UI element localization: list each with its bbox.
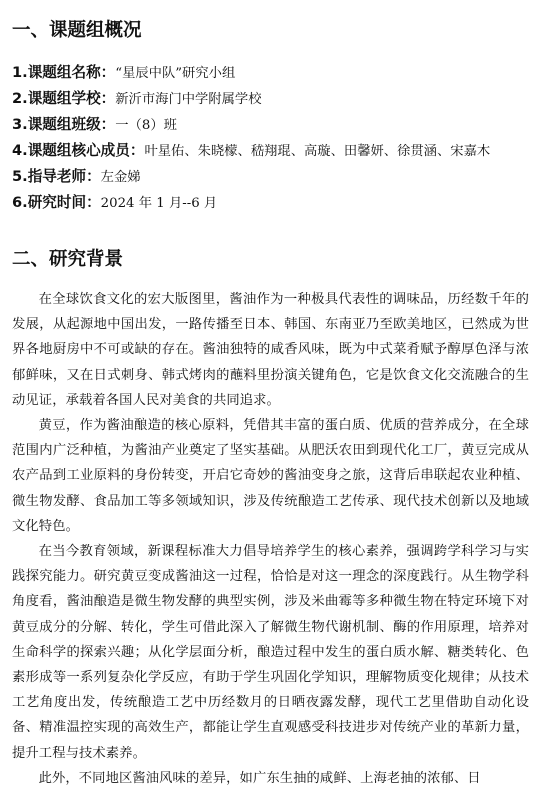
info-item-group-name (12, 60, 529, 86)
paragraph-education-value: 在当今教育领域，新课程标准大力倡导培养学生的核心素养，强调跨学科学习与实践探究能力。研究黄豆变成酱油这一过程，恰恰是对这一理念的深度践行。从生物学科角度看，酱油酿造是微生物发酵的典型实例，涉及米曲霉等多种微生物在特定环境下对黄豆成分的分解、转化，学生可借此深入了解微生物代谢机制、酶的作用原理，培养对生命科学的探索兴趣；从化学层面分析，酿造过程中发生的蛋白质水解、糖类转化、色素形成等一系列复杂化学反应，有助于学生巩固化学知识，理解物质变化规律；从技术工艺角度出发，传统酿造工艺中历经数月的日晒夜露发酵，现代工艺里借助自动化设备、精准温控实现的高效生产，都能让学生直观感受科技进步对传统产业的革新力量，提升工程与技术素养。 (12, 544, 529, 761)
info-item-school (12, 86, 529, 112)
info-item-core-members (12, 138, 529, 164)
overview-info-list (12, 60, 529, 216)
background-body (12, 287, 529, 791)
info-label: 5.指导老师： (12, 168, 101, 185)
info-item-research-time (12, 190, 529, 216)
section-heading-overview: 一、课题组概况 (12, 20, 142, 41)
info-value: 2024 年 1 月--6 月 (100, 196, 218, 211)
info-value: 一（8）班 (115, 118, 177, 133)
info-label: 6.研究时间： (12, 194, 101, 211)
section-heading-background: 二、研究背景 (12, 249, 124, 270)
info-label: 1.课题组名称： (12, 64, 116, 81)
paragraph-soybean-raw-material: 黄豆，作为酱油酿造的核心原料，凭借其丰富的蛋白质、优质的营养成分，在全球范围内广泛种植，为酱油产业奠定了坚实基础。从肥沃农田到现代化工厂，黄豆完成从农产品到工业原料的身份转变，开启它奇妙的酱油变身之旅，这背后串联起农业种植、微生物发酵、食品加工等多领域知识，涉及传统酿造工艺传承、现代技术创新以及地域文化特色。 (12, 418, 529, 534)
paragraph-regional-flavors: 此外，不同地区酱油风味的差异，如广东生抽的咸鲜、上海老抽的浓郁、日 (38, 770, 481, 786)
info-value: “星辰中队”研究小组 (115, 66, 236, 81)
info-value: 左金娣 (100, 170, 141, 185)
info-label: 4.课题组核心成员： (12, 142, 145, 159)
paragraph-soy-sauce-culture: 在全球饮食文化的宏大版图里，酱油作为一种极具代表性的调味品，历经数千年的发展，从起源地中国出发，一路传播至日本、韩国、东南亚乃至欧美地区，已然成为世界各地厨房中不可或缺的存在。酱油独特的咸香风味，既为中式菜肴赋予醇厚色泽与浓郁鲜味，又在日式刺身、韩式烤肉的蘸料里扮演关键角色，它是饮食文化交流融合的生动见证，承载着各国人民对美食的共同追求。 (12, 292, 529, 408)
info-value: 叶星佑、朱晓檬、嵇翔琨、高璇、田馨妍、徐贯涵、宋嘉木 (144, 144, 491, 159)
info-label: 3.课题组班级： (12, 116, 116, 133)
info-value: 新沂市海门中学附属学校 (115, 92, 262, 107)
info-label: 2.课题组学校： (12, 90, 116, 107)
info-item-class (12, 112, 529, 138)
info-item-advisor (12, 164, 529, 190)
